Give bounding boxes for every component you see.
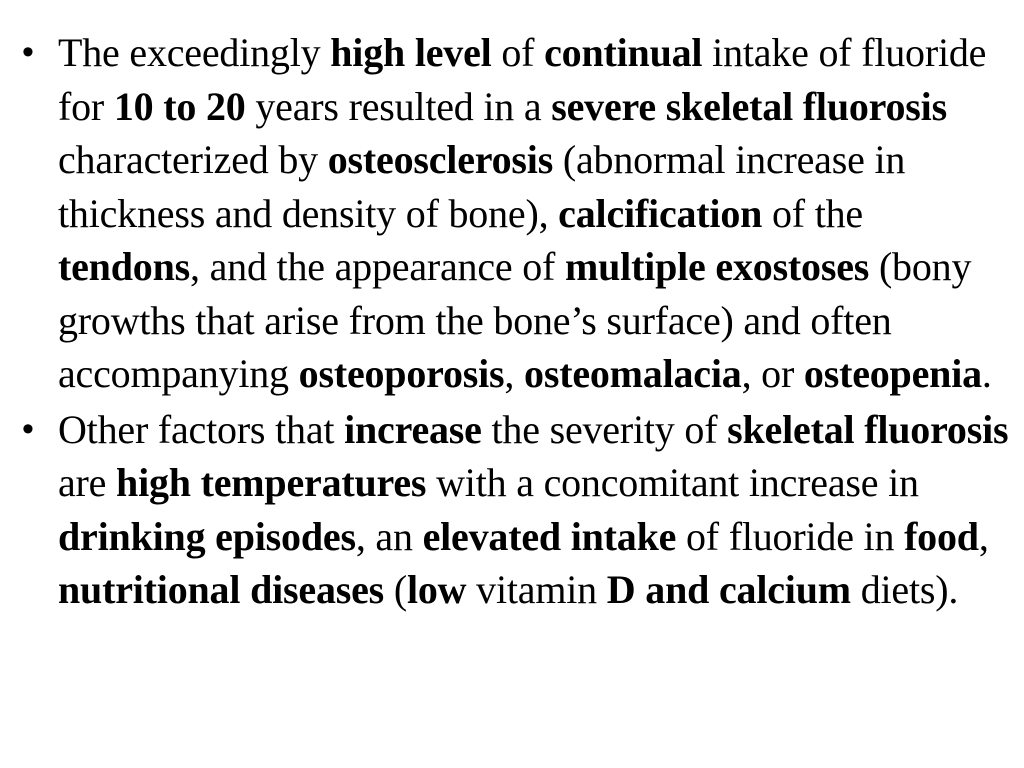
bullet-list: [20, 26, 1010, 619]
text-segment: of fluoride in: [676, 513, 905, 559]
bold-text-segment: osteomalacia: [524, 351, 742, 396]
text-segment: of: [491, 30, 545, 75]
text-segment: , and the appearance of: [189, 244, 565, 289]
bold-text-segment: skeletal fluorosis: [727, 406, 1009, 452]
bold-text-segment: elevated intake: [422, 513, 677, 559]
bold-text-segment: food: [904, 513, 979, 559]
bold-text-segment: drinking episodes: [58, 513, 356, 559]
bold-text-segment: multiple exostoses: [564, 244, 870, 289]
text-segment: with a concomitant increase in: [426, 460, 919, 505]
text-segment: the severity of: [481, 406, 728, 452]
bold-text-segment: nutritional diseases: [58, 567, 385, 612]
bold-text-segment: severe skeletal fluorosis: [551, 83, 947, 129]
text-segment: .: [981, 351, 992, 396]
text-segment: ,: [978, 513, 989, 559]
text-segment: of the: [762, 190, 863, 236]
text-segment: (bony growths that arise from the bone’s surface) and often accompanying: [58, 244, 972, 396]
bullet-text: [58, 30, 992, 396]
bold-text-segment: calcification: [558, 190, 763, 236]
text-segment: (abnormal increase in thickness and density of bone),: [58, 137, 906, 236]
text-segment: are: [58, 460, 117, 505]
bold-text-segment: low: [406, 567, 467, 612]
bullet-marker: •: [22, 409, 34, 448]
bold-text-segment: osteosclerosis: [327, 137, 554, 182]
bold-text-segment: continual: [544, 30, 703, 75]
text-segment: diets).: [850, 567, 959, 612]
bold-text-segment: D and calcium: [606, 567, 851, 612]
bold-text-segment: high level: [330, 30, 492, 75]
bold-text-segment: osteoporosis: [298, 351, 505, 396]
text-segment: characterized by: [58, 137, 328, 182]
bold-text-segment: increase: [344, 406, 482, 452]
bold-text-segment: tendons: [58, 244, 190, 289]
bullet-text: [58, 407, 1008, 613]
text-segment: years resulted in a: [245, 83, 552, 129]
bold-text-segment: 10 to 20: [113, 83, 246, 129]
text-segment: intake of fluoride for: [58, 30, 987, 129]
text-segment: vitamin: [466, 567, 607, 612]
bullet-item-other-factors: [20, 403, 1010, 617]
bullet-item-fluoride-intake: [20, 26, 1010, 401]
text-segment: Other factors that: [58, 406, 345, 452]
bullet-marker: •: [22, 33, 34, 71]
bold-text-segment: high temperatures: [116, 460, 427, 505]
bold-text-segment: osteopenia: [803, 351, 982, 396]
text-segment: (: [384, 567, 407, 612]
text-segment: The exceedingly: [58, 30, 331, 75]
text-segment: ,: [504, 351, 525, 396]
text-segment: , or: [741, 351, 804, 396]
text-segment: , an: [355, 513, 423, 559]
